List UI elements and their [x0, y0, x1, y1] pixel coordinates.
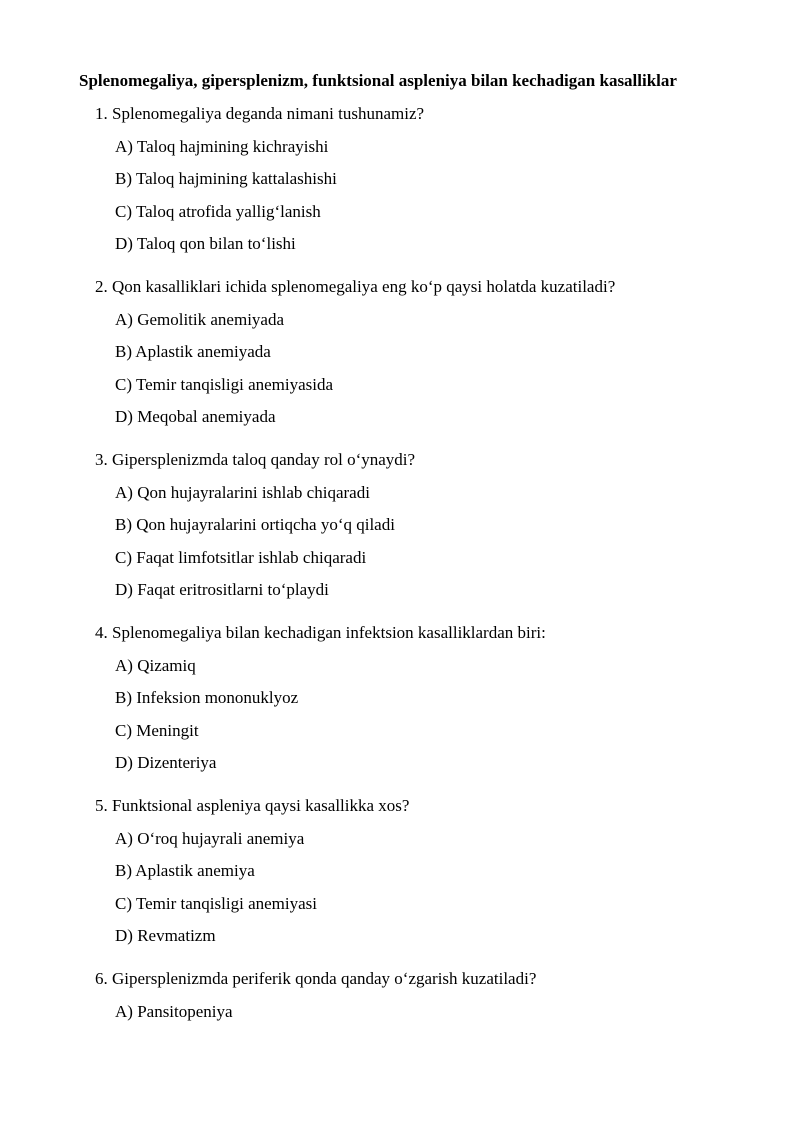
answer-option-b: B) Taloq hajmining kattalashishi [115, 169, 337, 188]
question-6 [95, 967, 775, 1024]
answer-option-b: B) Infeksion mononuklyoz [115, 688, 299, 707]
question-3 [95, 448, 775, 602]
question-text: 3. Gipersplenizmda taloq qanday rol o‘ynaydi? [95, 450, 416, 469]
answer-option-b: B) Aplastik anemiya [115, 861, 255, 880]
answer-option-a: A) O‘roq hujayrali anemiya [115, 828, 305, 848]
question-2 [95, 275, 775, 429]
answer-option-a: A) Qon hujayralarini ishlab chiqaradi [115, 482, 370, 502]
answer-option-c: C) Taloq atrofida yallig‘lanish [115, 201, 321, 221]
answer-option-c: C) Temir tanqisligi anemiyasida [115, 374, 334, 394]
question-4 [95, 621, 775, 775]
answer-option-a: A) Pansitopeniya [115, 1001, 233, 1021]
question-text: 4. Splenomegaliya bilan kechadigan infektsion kasalliklardan biri: [95, 623, 546, 642]
answer-option-b: B) Aplastik anemiyada [115, 342, 271, 361]
question-1 [95, 102, 775, 256]
question-text: 2. Qon kasalliklari ichida splenomegaliya eng ko‘p qaysi holatda kuzatiladi? [95, 277, 616, 296]
question-5 [95, 794, 775, 948]
answer-option-c: C) Faqat limfotsitlar ishlab chiqaradi [115, 547, 367, 567]
answer-option-c: C) Meningit [115, 720, 199, 740]
answer-option-a: A) Qizamiq [115, 655, 196, 675]
answer-option-d: D) Faqat eritrositlarni to‘playdi [115, 580, 329, 599]
answer-option-d: D) Meqobal anemiyada [115, 407, 276, 426]
answer-option-d: D) Dizenteriya [115, 753, 217, 772]
answer-option-a: A) Gemolitik anemiyada [115, 309, 285, 329]
answer-option-c: C) Temir tanqisligi anemiyasi [115, 893, 317, 913]
question-text: 5. Funktsional aspleniya qaysi kasallikka xos? [95, 796, 410, 815]
answer-option-b: B) Qon hujayralarini ortiqcha yo‘q qiladi [115, 515, 395, 534]
answer-option-a: A) Taloq hajmining kichrayishi [115, 136, 329, 156]
answer-option-d: D) Revmatizm [115, 926, 216, 945]
answer-option-d: D) Taloq qon bilan to‘lishi [115, 234, 296, 253]
question-text: 6. Gipersplenizmda periferik qonda qanday o‘zgarish kuzatiladi? [95, 969, 537, 988]
page-title: Splenomegaliya, gipersplenizm, funktsional aspleniya bilan kechadigan kasalliklar [79, 71, 677, 90]
question-list [95, 102, 775, 1043]
question-text: 1. Splenomegaliya deganda nimani tushunamiz? [95, 104, 425, 123]
